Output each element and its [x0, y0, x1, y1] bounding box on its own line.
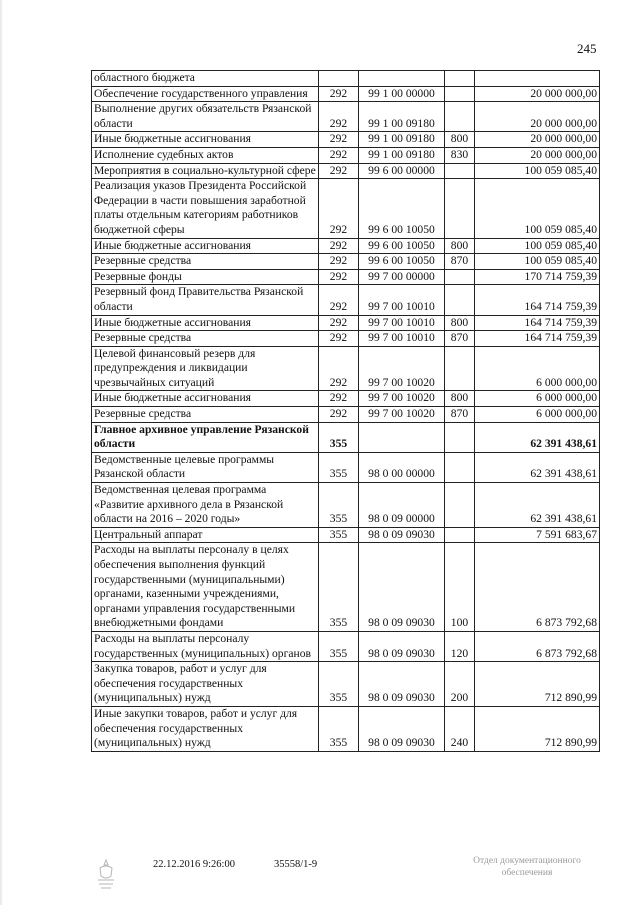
budget-table	[91, 70, 600, 752]
table-row	[92, 179, 600, 238]
cell-expense-type: 200	[445, 662, 475, 707]
cell-target-article: 99 6 00 10050	[359, 254, 445, 270]
table-row	[92, 285, 600, 315]
cell-expense-type: 830	[445, 147, 475, 163]
cell-expense-type: 800	[445, 391, 475, 407]
cell-name: Выполнение других обязательств Рязанской области	[92, 102, 319, 132]
cell-target-article	[359, 71, 445, 87]
table-row	[92, 407, 600, 423]
table-row	[92, 315, 600, 331]
cell-target-article: 99 1 00 09180	[359, 102, 445, 132]
page-number: 245	[577, 41, 597, 56]
table-row	[92, 422, 600, 452]
table-row	[92, 86, 600, 102]
cell-amount: 100 059 085,40	[475, 254, 600, 270]
cell-amount: 62 391 438,61	[475, 452, 600, 482]
cell-expense-type	[445, 269, 475, 285]
cell-name: Ведомственные целевые программы Рязанской области	[92, 452, 319, 482]
cell-expense-type	[445, 86, 475, 102]
cell-code: 292	[319, 315, 359, 331]
cell-code: 292	[319, 163, 359, 179]
cell-amount: 712 890,99	[475, 706, 600, 751]
cell-amount: 100 059 085,40	[475, 163, 600, 179]
cell-name: Реализация указов Президента Российской Федерации в части повышения заработной платы отдельным категориям работников бюджетной сферы	[92, 179, 319, 238]
cell-target-article: 99 7 00 10020	[359, 346, 445, 391]
table-row	[92, 527, 600, 543]
cell-code: 292	[319, 285, 359, 315]
cell-target-article: 99 7 00 10010	[359, 285, 445, 315]
cell-name: Закупка товаров, работ и услуг для обеспечения государственных (муниципальных) нужд	[92, 662, 319, 707]
cell-code: 292	[319, 86, 359, 102]
cell-code: 292	[319, 331, 359, 347]
cell-name: Иные бюджетные ассигнования	[92, 132, 319, 148]
table-row	[92, 483, 600, 528]
cell-code: 355	[319, 543, 359, 632]
cell-name: Иные бюджетные ассигнования	[92, 315, 319, 331]
footer-timestamp: 22.12.2016 9:26:00	[153, 859, 235, 870]
cell-name: Обеспечение государственного управления	[92, 86, 319, 102]
cell-amount: 20 000 000,00	[475, 132, 600, 148]
cell-code: 355	[319, 662, 359, 707]
cell-amount: 164 714 759,39	[475, 331, 600, 347]
cell-expense-type: 800	[445, 238, 475, 254]
cell-expense-type	[445, 527, 475, 543]
table-row	[92, 452, 600, 482]
cell-amount: 100 059 085,40	[475, 179, 600, 238]
cell-expense-type: 240	[445, 706, 475, 751]
cell-expense-type: 120	[445, 631, 475, 661]
table-row	[92, 631, 600, 661]
cell-code: 355	[319, 527, 359, 543]
cell-code	[319, 71, 359, 87]
cell-name: Центральный аппарат	[92, 527, 319, 543]
cell-amount: 100 059 085,40	[475, 238, 600, 254]
cell-target-article: 98 0 09 09030	[359, 527, 445, 543]
table-row	[92, 269, 600, 285]
cell-amount	[475, 71, 600, 87]
table-row	[92, 543, 600, 632]
cell-amount: 20 000 000,00	[475, 102, 600, 132]
cell-target-article	[359, 422, 445, 452]
cell-name: областного бюджета	[92, 71, 319, 87]
cell-expense-type	[445, 102, 475, 132]
cell-code: 292	[319, 346, 359, 391]
cell-target-article: 99 1 00 09180	[359, 132, 445, 148]
cell-code: 292	[319, 254, 359, 270]
table-row	[92, 662, 600, 707]
cell-target-article: 98 0 00 00000	[359, 452, 445, 482]
cell-target-article: 99 1 00 00000	[359, 86, 445, 102]
cell-name: Исполнение судебных актов	[92, 147, 319, 163]
table-row	[92, 391, 600, 407]
cell-name: Ведомственная целевая программа «Развитие архивного дела в Рязанской области на 2016 – 2020 годы»	[92, 483, 319, 528]
cell-expense-type: 870	[445, 254, 475, 270]
table-row	[92, 132, 600, 148]
cell-amount: 164 714 759,39	[475, 285, 600, 315]
cell-expense-type	[445, 179, 475, 238]
cell-amount: 6 000 000,00	[475, 391, 600, 407]
cell-amount: 6 000 000,00	[475, 346, 600, 391]
cell-expense-type	[445, 346, 475, 391]
cell-code: 292	[319, 269, 359, 285]
cell-expense-type: 800	[445, 132, 475, 148]
cell-target-article: 98 0 09 09030	[359, 662, 445, 707]
cell-name: Резервные средства	[92, 407, 319, 423]
cell-amount: 20 000 000,00	[475, 86, 600, 102]
table-row	[92, 102, 600, 132]
cell-name: Главное архивное управление Рязанской области	[92, 422, 319, 452]
cell-target-article: 98 0 09 09030	[359, 543, 445, 632]
cell-target-article: 99 6 00 10050	[359, 238, 445, 254]
cell-code: 292	[319, 407, 359, 423]
cell-target-article: 99 1 00 09180	[359, 147, 445, 163]
cell-code: 292	[319, 238, 359, 254]
cell-name: Резервный фонд Правительства Рязанской области	[92, 285, 319, 315]
table-row	[92, 706, 600, 751]
cell-amount: 712 890,99	[475, 662, 600, 707]
cell-target-article: 99 7 00 10020	[359, 391, 445, 407]
footer-doc-number: 35558/1-9	[274, 859, 318, 870]
cell-code: 292	[319, 179, 359, 238]
cell-expense-type: 870	[445, 331, 475, 347]
cell-amount: 7 591 683,67	[475, 527, 600, 543]
cell-amount: 170 714 759,39	[475, 269, 600, 285]
cell-expense-type	[445, 71, 475, 87]
cell-target-article: 99 7 00 10020	[359, 407, 445, 423]
cell-target-article: 99 7 00 00000	[359, 269, 445, 285]
cell-expense-type	[445, 483, 475, 528]
cell-name: Расходы на выплаты персоналу в целях обеспечения выполнения функций государственными (муниципальными) органами, казенными учреждениями, органами управления государственными внебюджетными фондами	[92, 543, 319, 632]
cell-name: Иные бюджетные ассигнования	[92, 238, 319, 254]
cell-code: 292	[319, 132, 359, 148]
table-row	[92, 331, 600, 347]
cell-expense-type	[445, 452, 475, 482]
cell-target-article: 98 0 09 09030	[359, 706, 445, 751]
table-row	[92, 163, 600, 179]
cell-expense-type: 800	[445, 315, 475, 331]
cell-code: 355	[319, 631, 359, 661]
cell-amount: 20 000 000,00	[475, 147, 600, 163]
cell-target-article: 98 0 09 00000	[359, 483, 445, 528]
cell-amount: 6 873 792,68	[475, 543, 600, 632]
cell-target-article: 99 6 00 00000	[359, 163, 445, 179]
cell-code: 292	[319, 147, 359, 163]
cell-name: Резервные средства	[92, 331, 319, 347]
cell-amount: 62 391 438,61	[475, 422, 600, 452]
cell-expense-type	[445, 285, 475, 315]
cell-expense-type	[445, 422, 475, 452]
cell-code: 292	[319, 102, 359, 132]
table-row	[92, 254, 600, 270]
footer-watermark: Отдел документационного обеспечения	[473, 856, 581, 878]
cell-expense-type: 100	[445, 543, 475, 632]
cell-name: Мероприятия в социально-культурной сфере	[92, 163, 319, 179]
cell-amount: 164 714 759,39	[475, 315, 600, 331]
table-row	[92, 71, 600, 87]
cell-code: 355	[319, 452, 359, 482]
stamp-icon	[93, 858, 119, 892]
cell-amount: 6 873 792,68	[475, 631, 600, 661]
cell-target-article: 99 7 00 10010	[359, 331, 445, 347]
cell-name: Целевой финансовый резерв для предупреждения и ликвидации чрезвычайных ситуаций	[92, 346, 319, 391]
cell-target-article: 99 7 00 10010	[359, 315, 445, 331]
budget-table-body	[92, 71, 600, 752]
cell-target-article: 99 6 00 10050	[359, 179, 445, 238]
table-row	[92, 346, 600, 391]
cell-name: Иные закупки товаров, работ и услуг для обеспечения государственных (муниципальных) нужд	[92, 706, 319, 751]
cell-code: 292	[319, 391, 359, 407]
cell-code: 355	[319, 422, 359, 452]
cell-expense-type: 870	[445, 407, 475, 423]
table-row	[92, 147, 600, 163]
cell-amount: 62 391 438,61	[475, 483, 600, 528]
scan-edge	[0, 0, 3, 905]
cell-expense-type	[445, 163, 475, 179]
cell-name: Иные бюджетные ассигнования	[92, 391, 319, 407]
table-row	[92, 238, 600, 254]
cell-name: Резервные средства	[92, 254, 319, 270]
cell-name: Резервные фонды	[92, 269, 319, 285]
cell-name: Расходы на выплаты персоналу государственных (муниципальных) органов	[92, 631, 319, 661]
cell-amount: 6 000 000,00	[475, 407, 600, 423]
cell-code: 355	[319, 483, 359, 528]
cell-target-article: 98 0 09 09030	[359, 631, 445, 661]
cell-code: 355	[319, 706, 359, 751]
